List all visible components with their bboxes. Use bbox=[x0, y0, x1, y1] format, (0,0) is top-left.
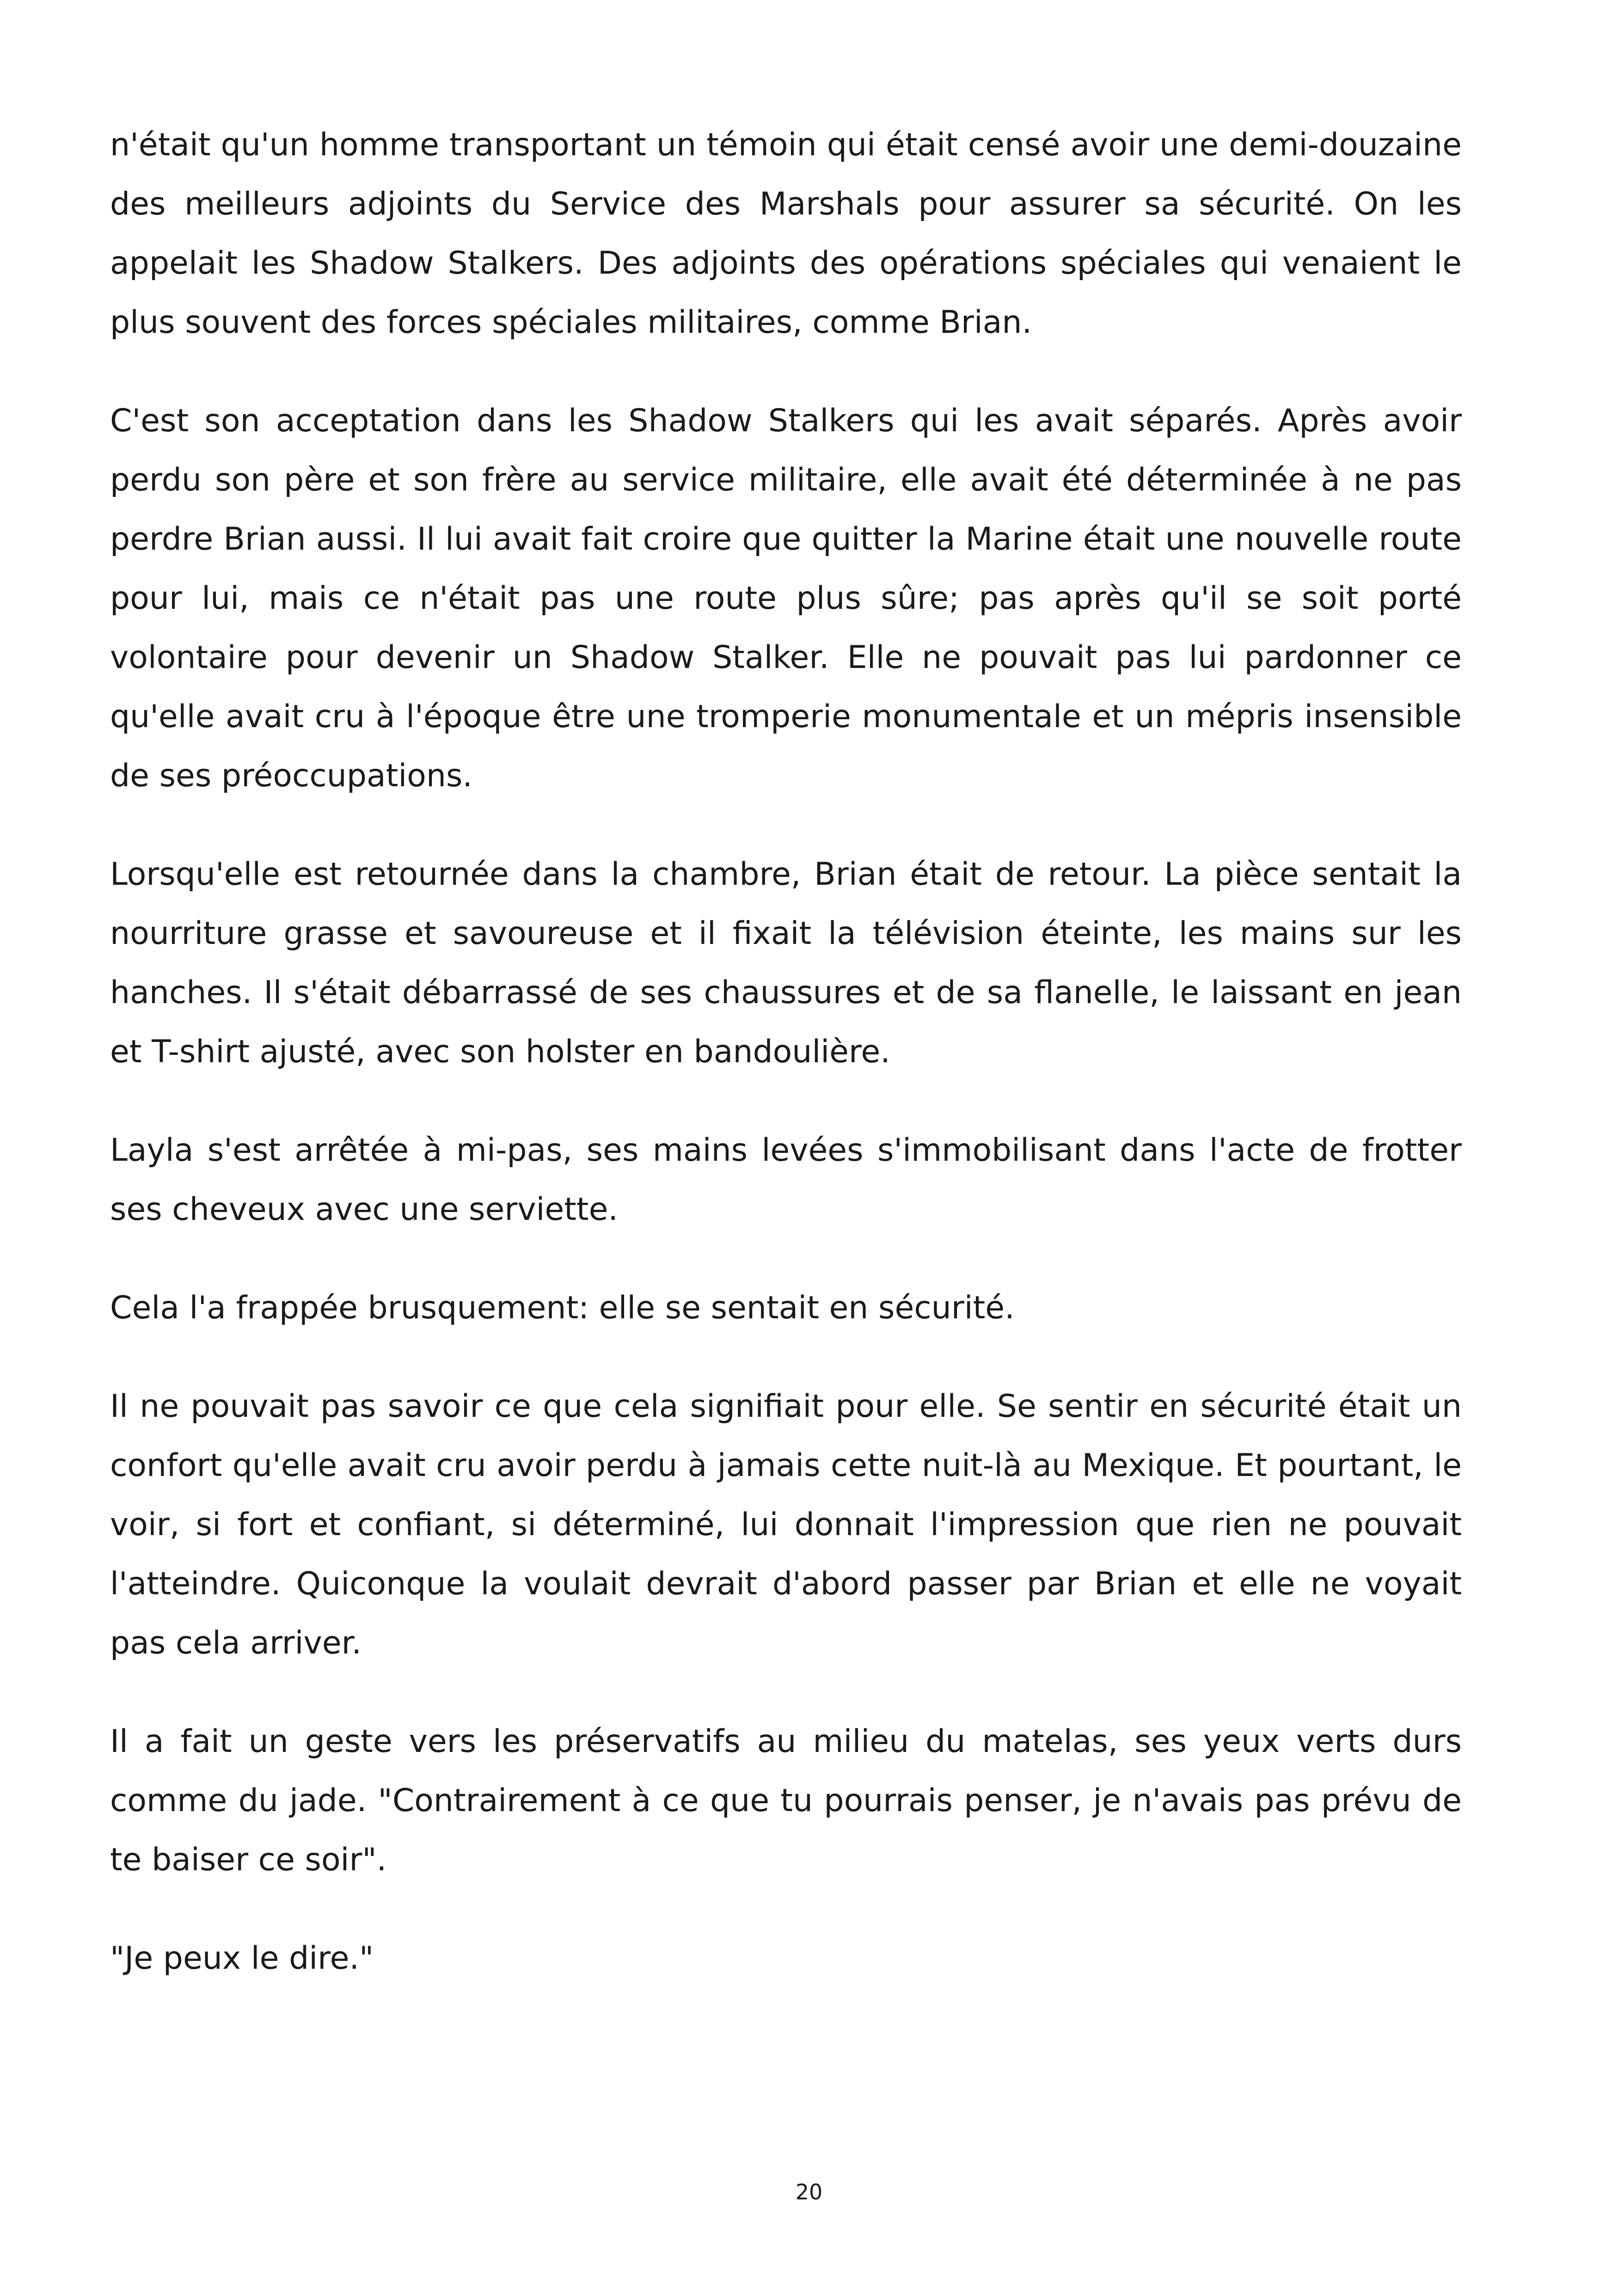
paragraph-3: Lorsqu'elle est retournée dans la chambre, Brian était de retour. La pièce sentait la nourriture grasse et savoureuse et il fixait la télévision éteinte, les mains sur les hanches. Il s'était débarrassé de ses chaussures et de sa flanelle, le laissant en jean et T-shirt ajusté, avec son holster en bandoulière. bbox=[110, 856, 1462, 1070]
body-text bbox=[110, 116, 1462, 2027]
paragraph-6: Il ne pouvait pas savoir ce que cela signifiait pour elle. Se sentir en sécurité était un confort qu'elle avait cru avoir perdu à jamais cette nuit-là au Mexique. Et pourtant, le voir, si fort et confiant, si déterminé, lui donnait l'impression que rien ne pouvait l'atteindre. Quiconque la voulait devrait d'abord passer par Brian et elle ne voyait pas cela arriver. bbox=[110, 1388, 1462, 1661]
paragraph-2: C'est son acceptation dans les Shadow Stalkers qui les avait séparés. Après avoir perdu son père et son frère au service militaire, elle avait été déterminée à ne pas perdre Brian aussi. Il lui avait fait croire que quitter la Marine était une nouvelle route pour lui, mais ce n'était pas une route plus sûre; pas après qu'il se soit porté volontaire pour devenir un Shadow Stalker. Elle ne pouvait pas lui pardonner ce qu'elle avait cru à l'époque être une tromperie monumentale et un mépris insensible de ses préoccupations. bbox=[110, 403, 1462, 794]
paragraph-8: "Je peux le dire." bbox=[110, 1940, 374, 1977]
page-number: 20 bbox=[795, 2180, 823, 2204]
paragraph-4: Layla s'est arrêtée à mi-pas, ses mains levées s'immobilisant dans l'acte de frotter ses cheveux avec une serviette. bbox=[110, 1132, 1462, 1228]
paragraph-5: Cela l'a frappée brusquement: elle se sentait en sécurité. bbox=[110, 1290, 1015, 1326]
paragraph-1: n'était qu'un homme transportant un témoin qui était censé avoir une demi-douzaine des meilleurs adjoints du Service des Marshals pour assurer sa sécurité. On les appelait les Shadow Stalkers. Des adjoints des opérations spéciales qui venaient le plus souvent des forces spéciales militaires, comme Brian. bbox=[110, 127, 1462, 341]
paragraph-7: Il a fait un geste vers les préservatifs au milieu du matelas, ses yeux verts durs comme du jade. "Contrairement à ce que tu pourrais penser, je n'avais pas prévu de te baiser ce soir". bbox=[110, 1723, 1462, 1878]
